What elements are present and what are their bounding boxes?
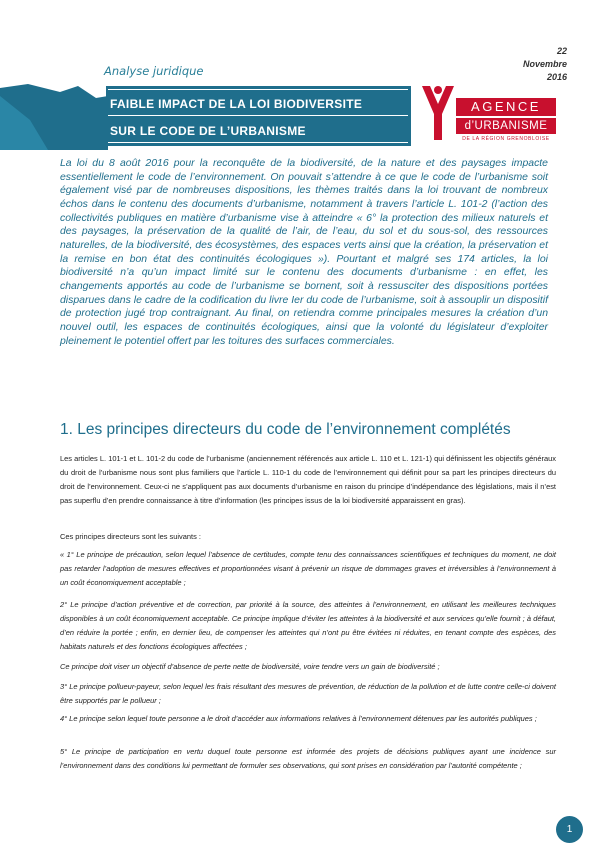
banner-rule-middle <box>108 115 408 116</box>
principle-4: 4° Le principe selon lequel toute personne a le droit d’accéder aux informations relatives à l’environnement détenues par les autorités publiques ; <box>60 714 537 723</box>
intro-paragraph: La loi du 8 août 2016 pour la reconquête de la biodiversité, de la nature et des paysages impacte essentiellement le code de l’environnement. On pouvait s’attendre à ce que le code de l’urbanisme soit également visé par de nombreuses dispositions, les thèmes traités dans la loi trouvant de nombreux échos dans le contenu des documents d’urbanisme, notamment à travers l’article L. 101-2 (l’action des collectivités publiques en matière d’urbanisme vise à atteindre « 6° la protection des milieux naturels et des paysages, la préservation de la qualité de l’air, de l’eau, du sol et du sous-sol, des ressources naturelles, de la biodiversité, des écosystèmes, des espaces verts ainsi que la création, la préservation et la remise en bon état des continuités écologiques »). Pourtant et malgré ses 174 articles, la loi biodiversité n’a qu’un impact limité sur le contenu des documents d’urbanisme : en effet, les changements apportés au code de l’urbanisme se bornent, soit à ressusciter des dispositions portées disparues dans le cadre de la codification du livre Ier du code de l’urbanisme, soit à assouplir un dispositif de protection jugé trop contraignant. Au final, on retiendra comme principales mesures la création d’un nouvel outil, les espaces de continuités écologiques, ainsi que la volonté du législateur d’exploiter pleinement le potentiel offert par les toitures des surfaces commerciales. <box>60 158 548 347</box>
body-paragraph-1: Les articles L. 101-1 et L. 101-2 du code de l’urbanisme (anciennement référencés aux article L. 110 et L. 121-1) qui définissent les objectifs généraux du droit de l’urbanisme nous sont plus familiers que l’article L. 110-1 du code de l’environnement qui définit pour sa part les principes directeurs du droit de l’environnement. Ceux-ci ne s’appliquent pas aux documents d’urbanisme en raison du principe d’indépendance des législations, mais il n’est pas superflu d’en prendre connaissance à titre d’information (les principes issus de la loi biodiversité apparaissent en gras). <box>60 454 556 505</box>
banner-rule-bottom <box>108 142 408 143</box>
principle-2-goal: Ce principe doit viser un objectif d’absence de perte nette de biodiversité, voire tendre vers un gain de biodiversité ; <box>60 662 440 671</box>
principle-5: 5° Le principe de participation en vertu duquel toute personne est informée des projets de décisions publiques ayant une incidence sur l’environnement dans des conditions lui permettant de formuler ses observations, qui sont prises en considération par l’autorité compétente ; <box>60 747 556 770</box>
agency-logo <box>412 84 562 150</box>
section-title: 1. Les principes directeurs du code de l’environnement complétés <box>60 421 511 438</box>
doc-kicker: Analyse juridique <box>104 64 204 78</box>
page-title-line1: FAIBLE IMPACT DE LA LOI BIODIVERSITE <box>110 97 363 111</box>
page-title-line2: SUR LE CODE DE L’URBANISME <box>110 124 306 138</box>
page-number: 1 <box>556 816 583 843</box>
principle-2: 2° Le principe d’action préventive et de correction, par priorité à la source, des atteintes à l’environnement, en utilisant les meilleures techniques disponibles à un coût économiquement acceptable. Ce principe implique d’éviter les atteintes à la biodiversité et aux services qu’elle fournit ; à défaut, d’en réduire la portée ; enfin, en dernier lieu, de compenser les atteintes qui n’ont pu être évitées ni réduites, en tenant compte des espèces, des habitats naturels et des fonctions écologiques affectées ; <box>60 600 556 651</box>
logo-word-region: DE LA RÉGION GRENOBLOISE <box>462 136 550 142</box>
body-paragraph-2: Ces principes directeurs sont les suivants : <box>60 532 201 541</box>
principle-3: 3° Le principe pollueur-payeur, selon lequel les frais résultant des mesures de prévention, de réduction de la pollution et de lutte contre celle-ci doivent être supportés par le pollueur ; <box>60 682 556 705</box>
date-month: Novembre <box>522 59 567 69</box>
publication-date <box>523 45 567 84</box>
logo-word-agence: AGENCE <box>456 98 556 116</box>
date-year: 2016 <box>546 72 567 82</box>
logo-word-urbanisme: d’URBANISME <box>456 118 556 134</box>
corner-decoration <box>0 0 110 150</box>
date-day: 22 <box>556 46 567 56</box>
principle-1: « 1° Le principe de précaution, selon lequel l’absence de certitudes, compte tenu des connaissances scientifiques et techniques du moment, ne doit pas retarder l’adoption de mesures effectives et proportionnées visant à prévenir un risque de dommages graves et irréversibles à l’environnement à un coût économiquement acceptable ; <box>60 550 556 587</box>
banner-rule-top <box>108 89 408 90</box>
logo-y-mark <box>418 84 458 144</box>
